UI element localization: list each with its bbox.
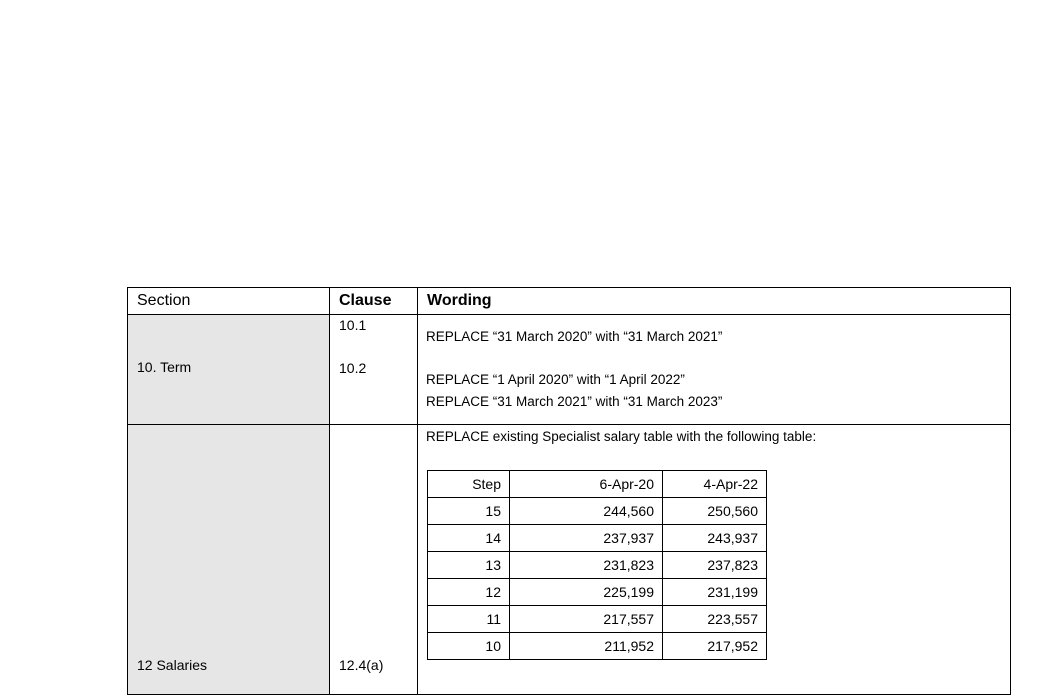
clause-10-2: 10.2 (339, 360, 367, 376)
salary-2022-cell: 250,560 (663, 498, 767, 525)
salary-2020-cell: 237,937 (510, 525, 663, 552)
step-cell: 15 (428, 498, 510, 525)
salary-2022-cell: 231,199 (663, 579, 767, 606)
clause-cell-term (330, 315, 418, 425)
clause-cell-salaries (330, 425, 418, 695)
salary-2022-cell: 223,557 (663, 606, 767, 633)
step-cell: 12 (428, 579, 510, 606)
salary-header-6-apr-20: 6-Apr-20 (510, 471, 663, 498)
salary-2020-cell: 225,199 (510, 579, 663, 606)
salary-2022-cell: 237,823 (663, 552, 767, 579)
salary-header-step: Step (428, 471, 510, 498)
salary-header-4-apr-22: 4-Apr-22 (663, 471, 767, 498)
table-row-salaries (128, 425, 1011, 695)
step-cell: 14 (428, 525, 510, 552)
specialist-salary-table (427, 470, 767, 660)
amendment-table (127, 287, 1011, 695)
wording-line-3: REPLACE “31 March 2021” with “31 March 2023” (426, 394, 723, 409)
salary-2020-cell: 231,823 (510, 552, 663, 579)
salary-2020-cell: 244,560 (510, 498, 663, 525)
table-row (428, 525, 767, 552)
clause-10-1: 10.1 (339, 317, 367, 333)
table-header-row (128, 288, 1011, 315)
wording-cell-term (418, 315, 1011, 425)
table-row (428, 606, 767, 633)
section-label-term: 10. Term (137, 359, 192, 375)
step-cell: 13 (428, 552, 510, 579)
header-wording: Wording (418, 288, 1011, 315)
salary-2020-cell: 211,952 (510, 633, 663, 660)
wording-line-1: REPLACE “31 March 2020” with “31 March 2021” (426, 329, 723, 344)
table-row-term (128, 315, 1011, 425)
salary-header-row (428, 471, 767, 498)
table-row (428, 498, 767, 525)
section-cell-salaries (128, 425, 330, 695)
table-row (428, 552, 767, 579)
table-row (428, 633, 767, 660)
salary-intro-text: REPLACE existing Specialist salary table with the following table: (426, 429, 817, 444)
section-label-salaries: 12 Salaries (137, 657, 208, 673)
salary-2022-cell: 243,937 (663, 525, 767, 552)
wording-cell-salaries (418, 425, 1011, 695)
wording-line-2: REPLACE “1 April 2020” with “1 April 2022” (426, 372, 685, 387)
salary-2022-cell: 217,952 (663, 633, 767, 660)
header-section: Section (128, 288, 330, 315)
clause-12-4a: 12.4(a) (339, 657, 384, 673)
header-clause: Clause (330, 288, 418, 315)
section-cell-term (128, 315, 330, 425)
step-cell: 11 (428, 606, 510, 633)
table-row (428, 579, 767, 606)
salary-2020-cell: 217,557 (510, 606, 663, 633)
step-cell: 10 (428, 633, 510, 660)
